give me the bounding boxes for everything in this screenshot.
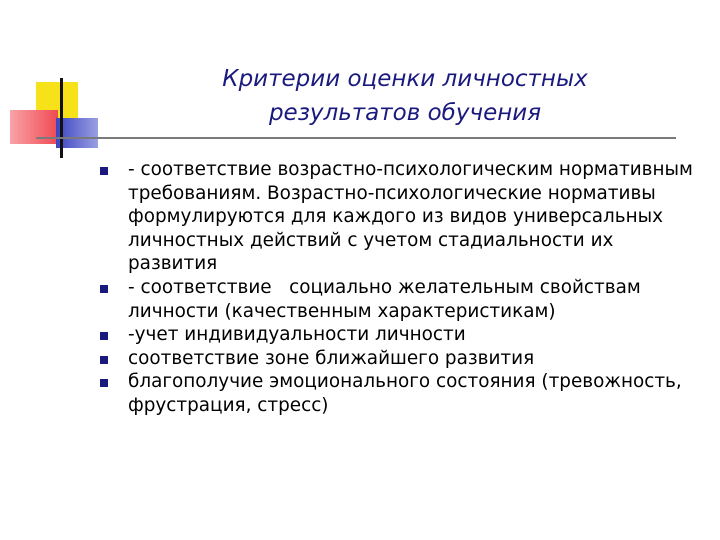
square-bullet-icon [100,379,108,387]
square-bullet-icon [100,167,108,175]
list-item-text: соответствие зоне ближайшего развития [128,347,535,369]
square-bullet-icon [100,332,108,340]
list-item-text: -учет индивидуальности личности [128,324,466,346]
list-item-text: - соответствие социально желательным свойствам личности (качественным характеристикам) [128,276,647,322]
list-item [96,276,696,323]
list-item [96,323,696,347]
title-line-1: Критерии оценки личностных [222,66,588,92]
slide-title [150,62,660,130]
bullet-list [96,158,696,418]
vertical-line [60,78,63,158]
square-bullet-icon [100,285,108,293]
list-item [96,370,696,417]
title-divider [36,137,676,139]
list-item [96,158,696,276]
list-item [96,347,696,371]
decorative-logo [0,0,110,170]
square-bullet-icon [100,356,108,364]
title-line-2: результатов обучения [268,100,542,126]
list-item-text: благополучие эмоционального состояния (тревожность, фрустрация, стресс) [128,371,682,416]
list-item-text: - соответствие возрастно-психологическим нормативным требованиям. Возрастно-психологические нормативы формулируются для каждого из видов универсальных личностных действий с учетом стадиальности их развития [128,159,693,275]
